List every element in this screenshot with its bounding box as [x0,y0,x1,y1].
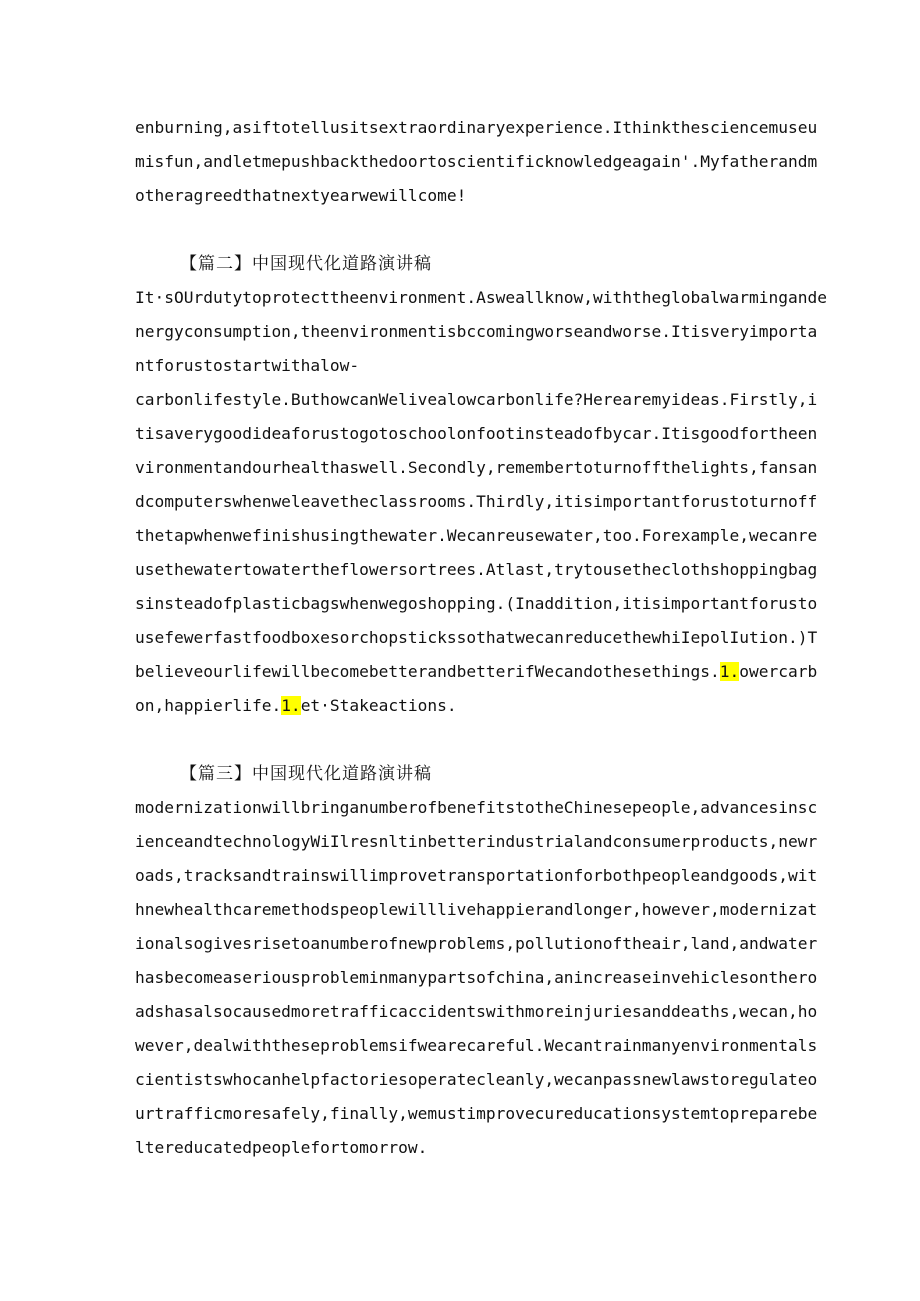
intro-line-3: otheragreedthatnextyearwewillcome! [135,186,467,205]
section-3-line-1: modernizationwillbringanumberofbenefitstotheChinesepeople,advancesinsc [135,798,818,817]
section-2-line-6: vironmentandourhealthaswell.Secondly,remembertoturnoffthelights,fansan [135,458,818,477]
section-2-line-1: It·sOUrdutytoprotecttheenvironment.Asweallknow,withtheglobalwarmingande [135,288,827,307]
highlighted-text: 1. [281,696,301,715]
section-2-line-12 [135,655,818,689]
intro-line-1: enburning,asiftotellusitsextraordinaryexperience.Ithinkthesciencemuseu [135,118,818,137]
section-2-line-2: nergyconsumption,theenvironmentisbccomingworseandworse.Itisveryimporta [135,322,818,341]
section-3-heading: 【篇三】中国现代化道路演讲稿 [180,764,432,784]
section-2-line-3: ntforustostartwithalow- [135,356,360,375]
intro-line-2: misfun,andletmepushbackthedoortoscientificknowledgeagain'.Myfatherandm [135,152,818,171]
section-3-line-7: adshasalsocausedmoretrafficaccidentswithmoreinjuriesanddeaths,wecan,ho [135,1002,818,1021]
highlighted-text: 1. [719,662,740,681]
section-3-line-6: hasbecomeaseriousprobleminmanypartsofchina,anincreaseinvehiclesonthero [135,968,818,987]
section-2-line-4: carbonlifestyle.ButhowcanWelivealowcarbonlife?Herearemyideas.Firstly,i [135,390,818,409]
section-2-line-9: usethewatertowatertheflowersortrees.Atlast,trytousetheclothshoppingbag [135,560,818,579]
section-3-line-4: hnewhealthcaremethodspeoplewilllivehappierandlonger,however,modernizat [135,900,818,919]
section-3-line-8: wever,dealwiththeseproblemsifwearecareful.Wecantrainmanyenvironmentals [135,1036,818,1055]
section-3-line-3: oads,tracksandtrainswillimprovetransportationforbothpeopleandgoods,wit [135,866,818,885]
section-3-line-9: cientistswhocanhelpfactoriesoperatecleanly,wecanpassnewlawstoregulateo [135,1070,818,1089]
section-3-line-11: ltereducatedpeoplefortomorrow. [135,1138,428,1157]
line-12-tail: owercarb [739,662,818,681]
section-2-line-7: dcomputerswhenweleavetheclassrooms.Thirdly,itisimportantforustoturnoff [135,492,818,511]
section-3-line-10: urtrafficmoresafely,finally,wemustimprovecureducationsystemtopreparebe [135,1104,818,1123]
line-13-text: on,happierlife. [135,696,282,715]
section-2-line-11: usefewerfastfoodboxesorchopstickssothatwecanreducethewhiIepolIution.)T [135,628,818,647]
section-2-line-10: sinsteadofplasticbagswhenwegoshopping.(Inaddition,itisimportantforusto [135,594,818,613]
section-3-line-5: ionalsogivesrisetoanumberofnewproblems,pollutionoftheair,land,andwater [135,934,818,953]
section-2-line-8: thetapwhenwefinishusingthewater.Wecanreusewater,too.Forexample,wecanre [135,526,818,545]
line-12-text: believeourlifewillbecomebetterandbetterifWecandothesethings. [135,662,720,681]
section-3-line-2: ienceandtechnologyWiIlresnltinbetterindustrialandconsumerproducts,newr [135,832,818,851]
section-2-line-5: tisaverygoodideaforustogotoschoolonfootinsteadofbycar.Itisgoodfortheen [135,424,818,443]
line-13-tail: et·Stakeactions. [300,696,457,715]
section-2-heading: 【篇二】中国现代化道路演讲稿 [180,254,432,274]
section-2-line-13 [135,689,787,723]
